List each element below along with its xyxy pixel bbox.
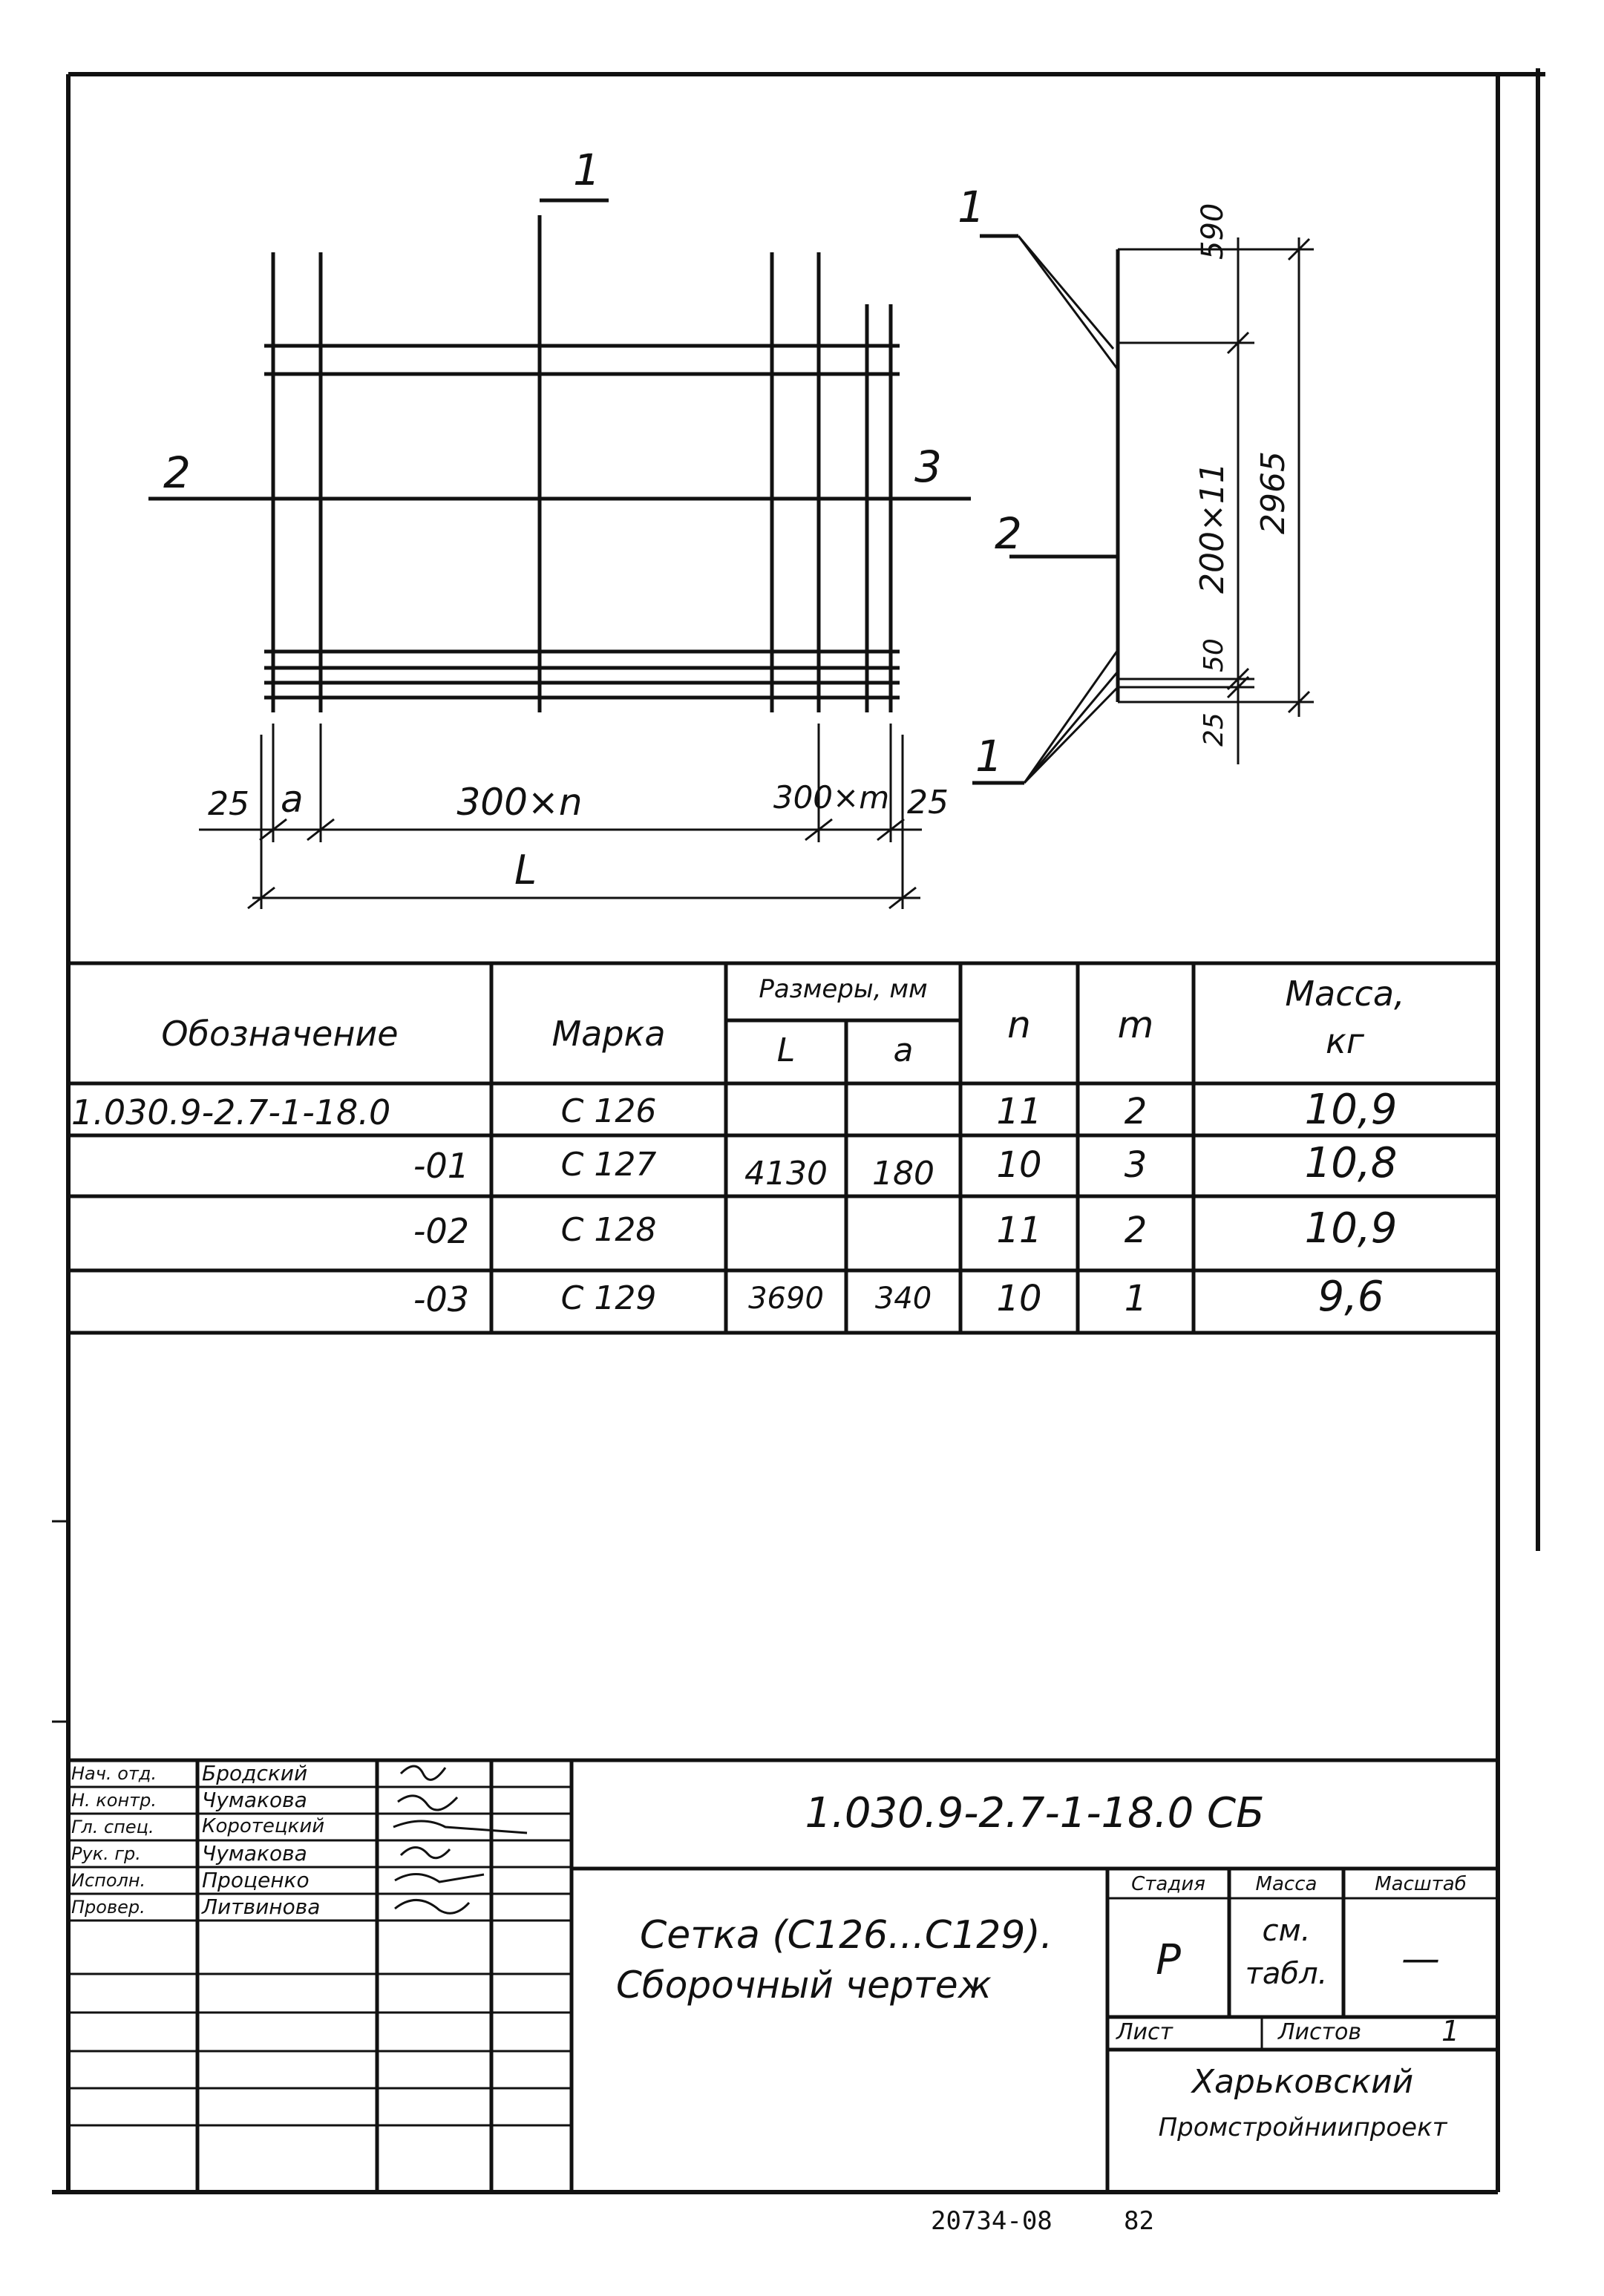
mass-value-line-1: см. bbox=[1262, 1914, 1311, 1948]
doc-title-line-2: Сборочный чертеж bbox=[616, 1964, 992, 2007]
header-m: m bbox=[1117, 1003, 1154, 1046]
stage-label: Стадия bbox=[1131, 1873, 1205, 1895]
mass-value-line-2: табл. bbox=[1245, 1957, 1328, 1991]
organization-line-2: Промстройниипроект bbox=[1158, 2113, 1447, 2142]
signer-6-name: Литвинова bbox=[202, 1895, 321, 1919]
signer-3-name: Коротецкий bbox=[202, 1815, 325, 1837]
row-3-designation: -02 bbox=[413, 1211, 469, 1251]
row-1-m: 2 bbox=[1124, 1091, 1148, 1132]
signer-2-role: Н. контр. bbox=[71, 1790, 157, 1811]
row-1-n: 11 bbox=[996, 1091, 1042, 1132]
sheet-label: Лист bbox=[1116, 2019, 1173, 2045]
signer-5-role: Исполн. bbox=[71, 1870, 146, 1891]
signer-4-name: Чумакова bbox=[202, 1841, 307, 1866]
dim-590: 590 bbox=[1196, 203, 1230, 260]
row-2-mark: С 127 bbox=[560, 1146, 657, 1184]
row-3-m: 2 bbox=[1124, 1210, 1148, 1251]
header-n: n bbox=[1007, 1003, 1031, 1046]
sheets-label: Листов bbox=[1278, 2019, 1362, 2045]
archive-code: 20734-08 bbox=[931, 2206, 1053, 2236]
row-4-a: 340 bbox=[874, 1282, 932, 1316]
dim-right: 300×m bbox=[773, 779, 890, 816]
row-4-designation: -03 bbox=[413, 1279, 469, 1319]
section-callout-1-bottom: 1 bbox=[975, 731, 1003, 781]
doc-title-line-1: Сетка (С126...С129). bbox=[640, 1913, 1053, 1958]
section-callout-1-top: 1 bbox=[958, 182, 985, 232]
row-2-a: 180 bbox=[872, 1155, 934, 1193]
row-2-designation: -01 bbox=[413, 1146, 469, 1186]
dim-middle: 300×n bbox=[456, 781, 583, 824]
header-mass-unit: кг bbox=[1326, 1021, 1364, 1061]
row-1-designation: 1.030.9-2.7-1-18.0 bbox=[71, 1092, 391, 1132]
dim-50: 50 bbox=[1199, 638, 1229, 672]
row-4-mark: С 129 bbox=[560, 1279, 657, 1317]
dim-edge-left: 25 bbox=[208, 785, 249, 823]
row-2-m: 3 bbox=[1124, 1144, 1148, 1186]
row-4-mass: 9,6 bbox=[1317, 1273, 1384, 1321]
signer-1-name: Бродский bbox=[202, 1761, 308, 1785]
header-mark: Марка bbox=[551, 1014, 666, 1054]
callout-3: 3 bbox=[914, 442, 942, 492]
row-3-n: 11 bbox=[996, 1210, 1042, 1251]
signer-6-role: Провер. bbox=[71, 1897, 145, 1918]
row-2-L: 4130 bbox=[744, 1155, 828, 1193]
row-4-L: 3690 bbox=[748, 1282, 824, 1316]
header-a: a bbox=[893, 1031, 914, 1069]
callout-2: 2 bbox=[163, 447, 191, 498]
row-3-mark: С 128 bbox=[560, 1211, 657, 1249]
signer-4-role: Рук. гр. bbox=[71, 1843, 141, 1864]
signer-2-name: Чумакова bbox=[202, 1788, 307, 1812]
signer-5-name: Проценко bbox=[202, 1868, 310, 1892]
header-mass: Масса, bbox=[1285, 974, 1405, 1014]
signer-1-role: Нач. отд. bbox=[71, 1763, 157, 1784]
row-2-n: 10 bbox=[996, 1144, 1042, 1186]
dim-edge-right: 25 bbox=[907, 784, 949, 821]
signer-3-role: Гл. спец. bbox=[71, 1817, 154, 1837]
header-sizes: Размеры, мм bbox=[759, 974, 928, 1004]
organization-line-1: Харьковский bbox=[1191, 2063, 1414, 2101]
section-callout-2: 2 bbox=[995, 508, 1022, 559]
page-number: 82 bbox=[1124, 2206, 1154, 2236]
row-1-mass: 10,9 bbox=[1304, 1086, 1398, 1134]
header-designation: Обозначение bbox=[161, 1014, 399, 1054]
row-4-m: 1 bbox=[1124, 1278, 1148, 1319]
dim-200x11: 200×11 bbox=[1194, 462, 1231, 594]
row-4-n: 10 bbox=[996, 1278, 1042, 1319]
mass-label: Масса bbox=[1255, 1873, 1317, 1895]
header-L: L bbox=[776, 1031, 796, 1069]
callout-1-top: 1 bbox=[573, 145, 600, 195]
dim-25: 25 bbox=[1199, 712, 1229, 747]
dim-2965: 2965 bbox=[1254, 451, 1292, 534]
row-1-mark: С 126 bbox=[560, 1092, 657, 1130]
scale-label: Масштаб bbox=[1375, 1873, 1467, 1895]
dim-total-L: L bbox=[514, 847, 537, 893]
sheets-value: 1 bbox=[1441, 2015, 1460, 2047]
scale-value: — bbox=[1401, 1937, 1440, 1981]
row-2-mass: 10,8 bbox=[1304, 1139, 1398, 1187]
dim-a: a bbox=[281, 778, 304, 821]
stage-value: Р bbox=[1156, 1936, 1181, 1984]
row-3-mass: 10,9 bbox=[1304, 1204, 1398, 1253]
doc-code: 1.030.9-2.7-1-18.0 СБ bbox=[805, 1789, 1265, 1837]
